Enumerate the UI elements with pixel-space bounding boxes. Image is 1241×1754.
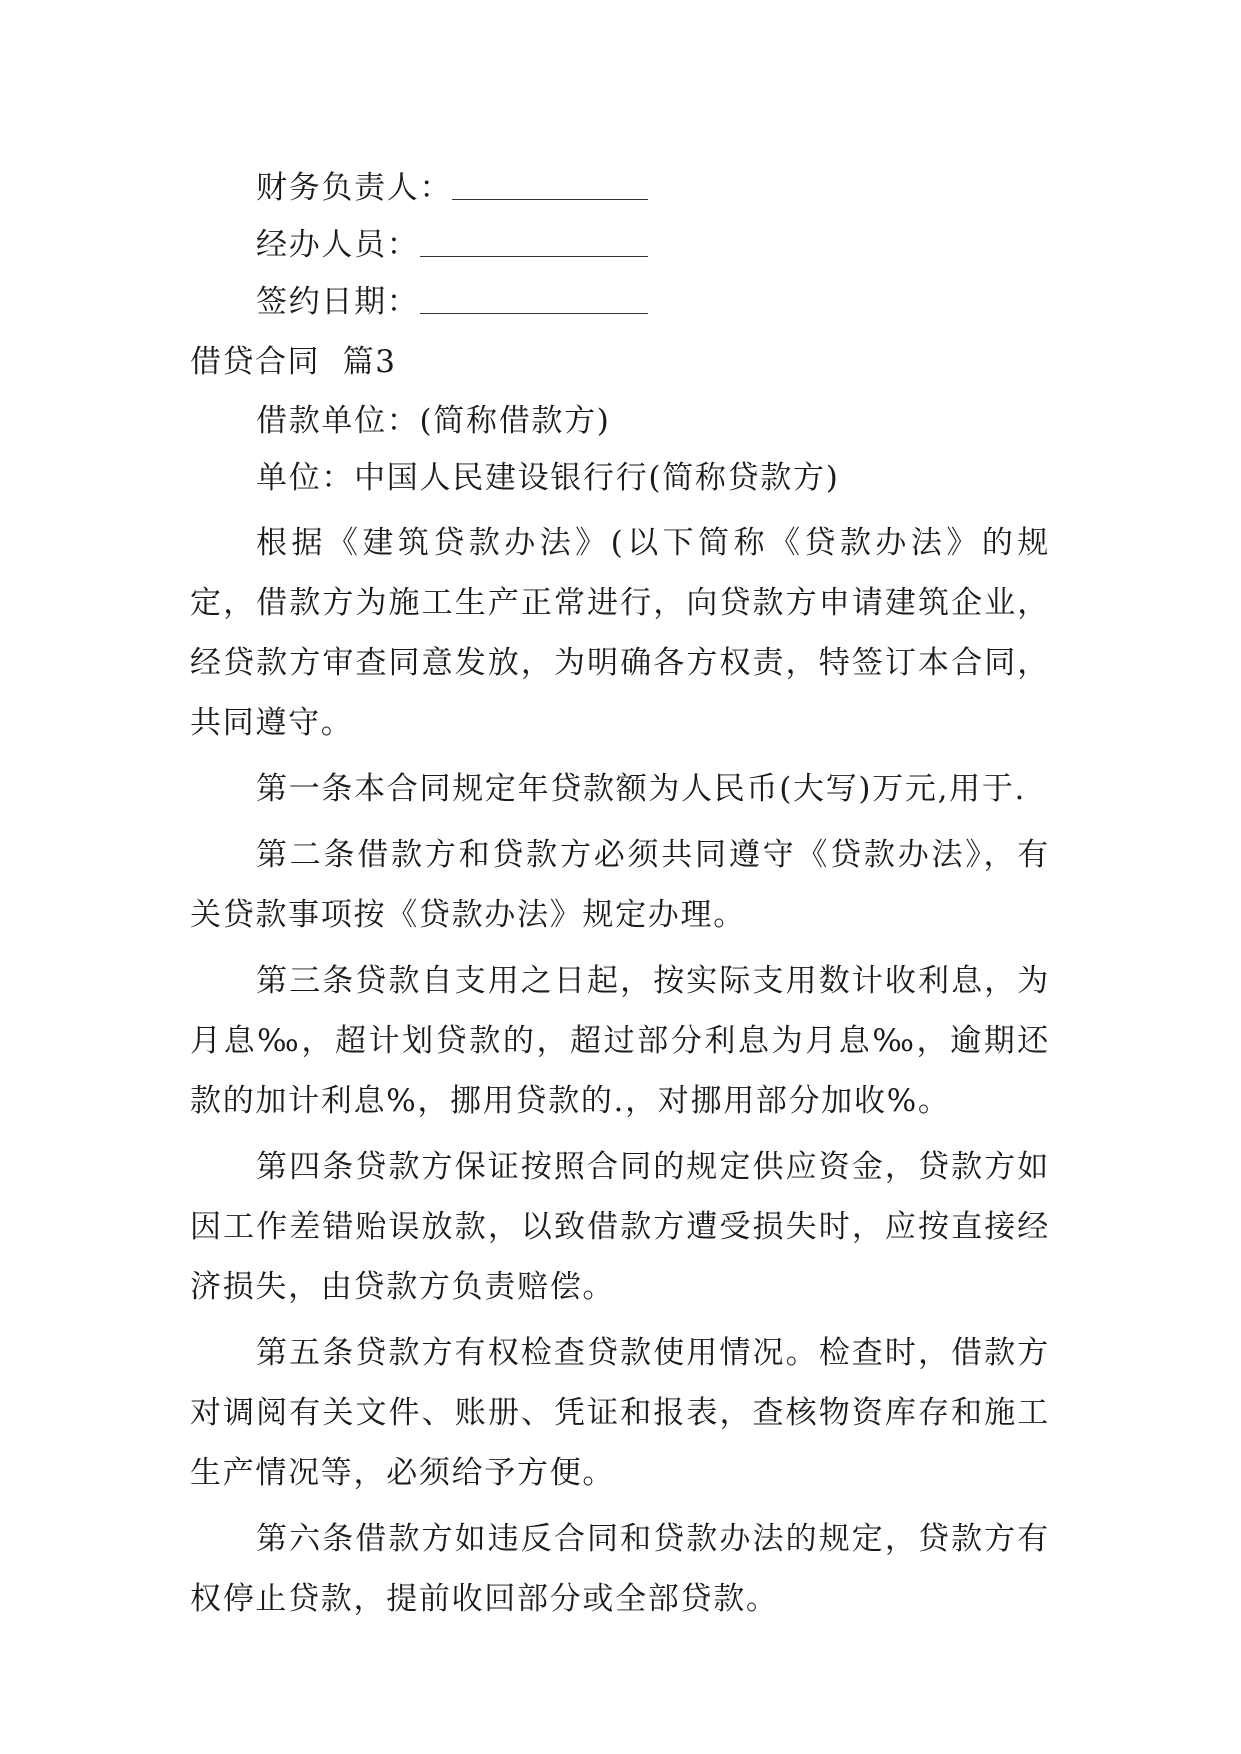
signature-blank	[420, 283, 648, 314]
signature-blank	[420, 226, 648, 257]
contract-clause: 第五条贷款方有权检查贷款使用情况。检查时，借款方对调阅有关文件、账册、凭证和报表，查核物资库存和施工生产情况等，必须给予方便。	[190, 1335, 1050, 1491]
contract-clause: 第六条借款方如违反合同和贷款办法的规定，贷款方有权停止贷款，提前收回部分或全部贷款。	[190, 1521, 1050, 1617]
party-lender: 单位：中国人民建设银行行(简称贷款方)	[256, 460, 840, 496]
party-borrower: 借款单位：(简称借款方)	[256, 403, 611, 439]
section-title: 借贷合同 篇3	[190, 344, 397, 380]
contract-clause: 第二条借款方和贷款方必须共同遵守《贷款办法》，有关贷款事项按《贷款办法》规定办理。	[190, 837, 1050, 933]
document-content	[190, 160, 1050, 1635]
signature-label: 签约日期：	[256, 284, 420, 320]
signature-label: 财务负责人：	[256, 170, 453, 206]
contract-clause: 第四条贷款方保证按照合同的规定供应资金，贷款方如因工作差错贻误放款，以致借款方遭受损失时，应按直接经济损失，由贷款方负责赔偿。	[190, 1149, 1050, 1305]
signature-handler	[190, 217, 1050, 274]
contract-clause: 第一条本合同规定年贷款额为人民币(大写)万元,用于.	[256, 771, 1027, 807]
contract-paragraph: 根据《建筑贷款办法》(以下简称《贷款办法》的规定，借款方为施工生产正常进行，向贷款方申请建筑企业，经贷款方审查同意发放，为明确各方权责，特签订本合同，共同遵守。	[190, 525, 1050, 741]
signature-date	[190, 274, 1050, 331]
signature-finance-head	[190, 160, 1050, 217]
contract-clause: 第三条贷款自支用之日起，按实际支用数计收利息，为月息‰，超计划贷款的，超过部分利息为月息‰，逾期还款的加计利息%，挪用贷款的.，对挪用部分加收%。	[190, 963, 1050, 1119]
signature-blank	[452, 169, 648, 200]
signature-label: 经办人员：	[256, 227, 420, 263]
